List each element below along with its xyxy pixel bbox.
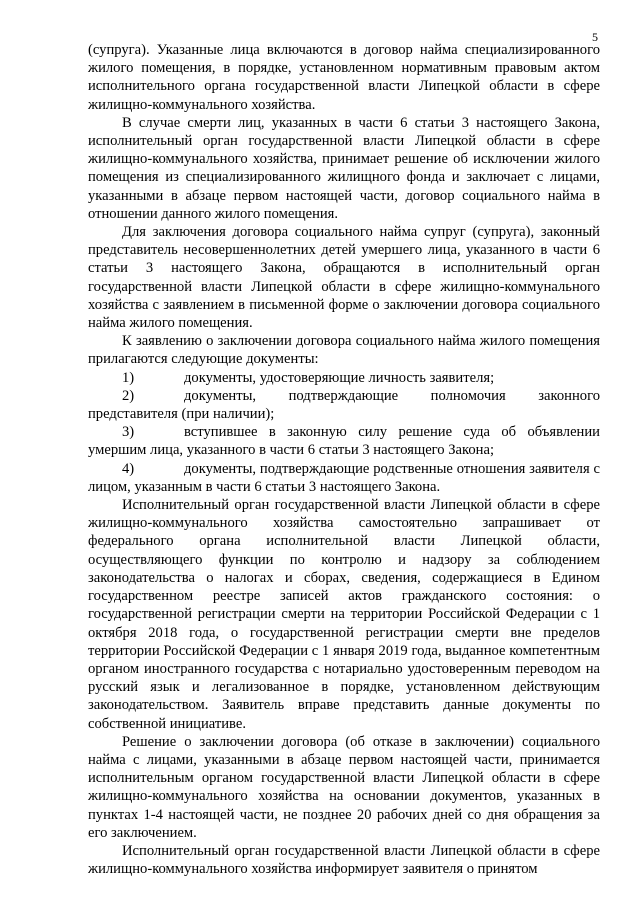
list-item-number: 2) [122, 387, 135, 404]
page-number: 5 [592, 30, 598, 44]
paragraph: (супруга). Указанные лица включаются в договор найма специализированного жилого помещения, в порядке, установленном нормативным правовым актом исполнительного органа государственной власти Липецкой области в сфере жилищно-коммунального хозяйства. [88, 42, 600, 113]
paragraph: К заявлению о заключении договора социального найма жилого помещения прилагаются следующие документы: [88, 333, 600, 368]
list-item [88, 460, 600, 496]
paragraph: Исполнительный орган государственной власти Липецкой области в сфере жилищно-коммунального хозяйства информирует заявителя о принятом [88, 842, 600, 878]
list-item-text: вступившее в законную силу решение суда об объявлении умершим лица, указанного в части 6 статьи 3 настоящего Закона; [88, 424, 600, 459]
paragraph: Решение о заключении договора (об отказе в заключении) социального найма с лицами, указанными в абзаце первом настоящей части, принимается исполнительным органом государственной власти Липецкой области в сфере жилищно-коммунального хозяйства на основании документов, указанных в пунктах 1-4 настоящей части, не позднее 20 рабочих дней со дня обращения за его заключением. [88, 733, 600, 841]
list-item-number: 4) [122, 460, 135, 477]
list-item-number: 1) [122, 369, 135, 386]
list-item-text: документы, подтверждающие полномочия законного представителя (при наличии); [88, 387, 600, 423]
list-item-text: документы, удостоверяющие личность заявителя; [184, 369, 495, 386]
document-body [88, 41, 600, 878]
list-item [88, 387, 600, 423]
paragraph: Исполнительный орган государственной власти Липецкой области в сфере жилищно-коммунального хозяйства самостоятельно запрашивает от федерального органа исполнительной власти Липецкой области, осуществляющего функции по контролю и надзору за соблюдением законодательства о налогах и сборах, сведения, содержащиеся в Едином государственном реестре записей актов гражданского состояния: о государственной регистрации смерти на территории Российской Федерации с 1 октября 2018 года, о государственной регистрации смерти вне пределов территории Российской Федерации с 1 января 2019 года, выданное компетентным органом иностранного государства с нотариально удостоверенным переводом на русский язык и легализованное в порядке, установленном действующим законодательством. Заявитель вправе представить данные документы по собственной инициативе. [88, 497, 600, 732]
list-item-number: 3) [122, 424, 135, 441]
list-item [88, 423, 600, 459]
paragraph: В случае смерти лиц, указанных в части 6 статьи 3 настоящего Закона, исполнительный орган государственной власти Липецкой области в сфере жилищно-коммунального хозяйства, принимает решение об исключении жилого помещения из специализированного жилищного фонда и заключает с лицами, указанными в абзаце первом настоящей части, договор социального найма в отношении данного жилого помещения. [88, 114, 600, 222]
paragraph: Для заключения договора социального найма супруг (супруга), законный представитель несовершеннолетних детей умершего лица, указанного в части 6 статьи 3 настоящего Закона, обращаются в исполнительный орган государственной власти Липецкой области в сфере жилищно-коммунального хозяйства с заявлением в письменной форме о заключении договора социального найма жилого помещения. [88, 224, 600, 332]
list-item [88, 369, 600, 387]
list-item-text: документы, подтверждающие родственные отношения заявителя с лицом, указанным в части 6 статьи 3 настоящего Закона. [88, 460, 600, 495]
